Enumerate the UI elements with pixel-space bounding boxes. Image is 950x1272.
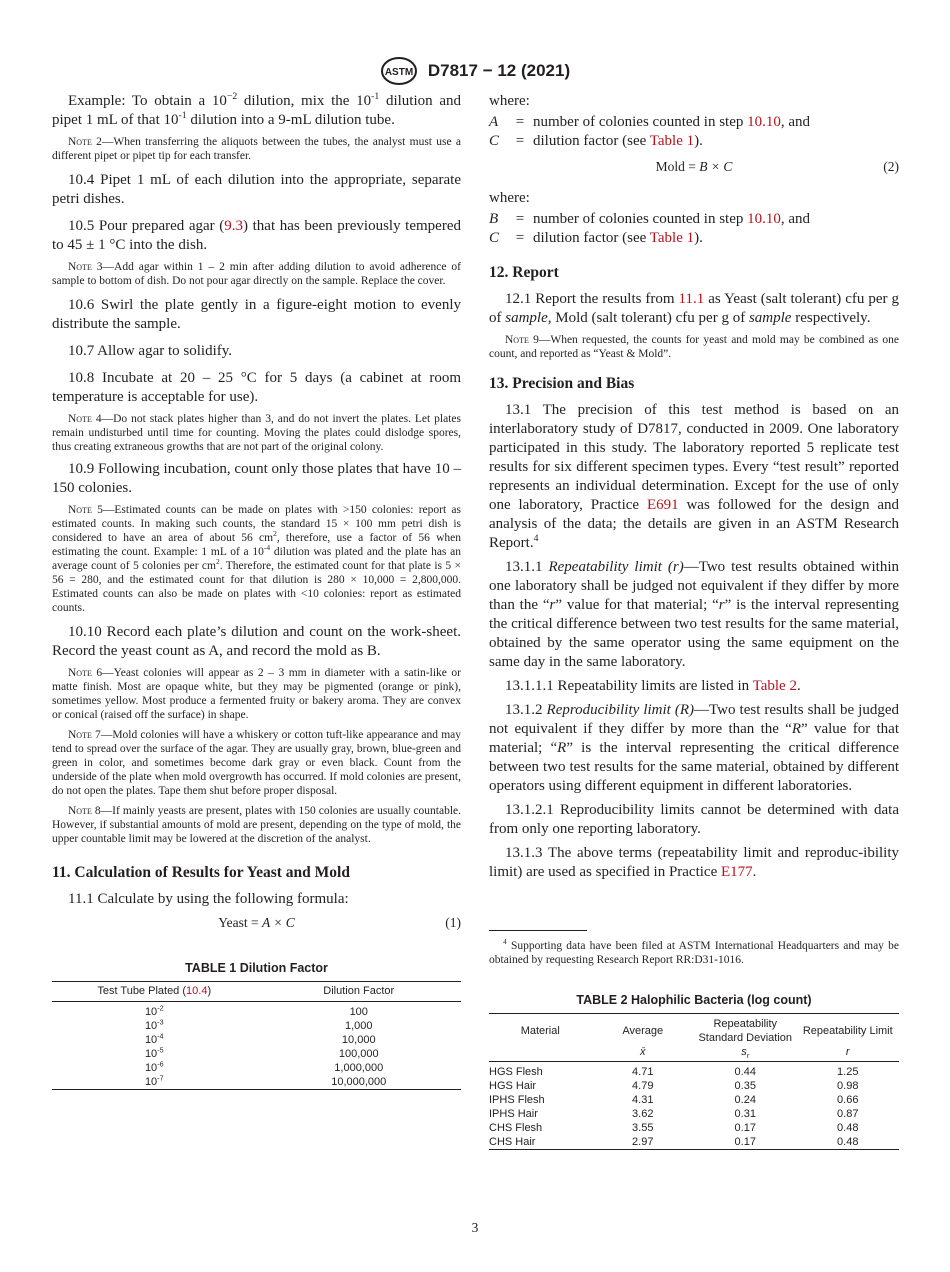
table-2-cell: 2.97: [632, 1136, 654, 1148]
table-row: [52, 1002, 461, 1020]
table-1-cell-tube: $10^{-4}$: [144, 1032, 164, 1046]
table-2-cell: 0.35: [734, 1080, 756, 1092]
table-1: [52, 961, 461, 1090]
ref-link-10-10[interactable]: 10.10: [747, 211, 781, 227]
where-label-2: where:: [489, 190, 530, 206]
table-2-cell: 4.31: [632, 1094, 654, 1106]
definition-b: B = number of colonies counted in step 10.10, and: [489, 211, 811, 227]
note-7: Note 7—Mold colonies will have a whiskery or cotton tuft-like appearance and may tend to spread over the surface of the agar. They are usually gray, brown, blue-green and green in color, and sometimes become dark gray or even black. Count from the underside of the plate when mold overgrowth has occurred. If mold colonies are present, do not open the plates. Tape them shut before proper disposal.: [52, 729, 462, 797]
section-10-6: 10.6 Swirl the plate gently in a figure-eight motion to evenly distribute the sample.: [52, 297, 461, 332]
section-10-5: 10.5 Pour prepared agar (9.3) that has been previously tempered to 45 ± 1 °C into the dish.: [52, 218, 461, 253]
ref-link-10-10[interactable]: 10.10: [747, 114, 781, 130]
table-1-grid: [52, 981, 461, 1090]
table-2-cell: 0.48: [837, 1122, 859, 1134]
table-2-cell: 0.17: [734, 1136, 756, 1148]
table-row: [52, 1019, 461, 1033]
section-13-1-2: 13.1.2 Reproducibility limit (R)—Two test results shall be judged not equivalent if they differ by more than the “R” value for that material; “R” is the interval representing the critical difference between two test results for the same material, obtained by different operators using different equipment in different laboratories.: [489, 702, 899, 794]
table-row: [489, 1107, 899, 1121]
ref-link-table-1[interactable]: Table 1: [649, 133, 695, 149]
table-1-cell-factor: 100: [349, 1006, 368, 1018]
table-1-cell-factor: 100,000: [338, 1048, 379, 1060]
section-12-1: 12.1 Report the results from 11.1 as Yeast (salt tolerant) cfu per g of sample, Mold (salt tolerant) cfu per g of sample respectively.: [489, 291, 899, 326]
table-row: [489, 1062, 899, 1080]
page-number: 3: [471, 1220, 479, 1235]
section-12-heading: 12. Report: [489, 264, 559, 281]
right-column: [489, 92, 899, 1150]
table-row: [489, 1093, 899, 1107]
table-2-cell: CHS Hair: [489, 1136, 536, 1148]
table-2-title: TABLE 2 Halophilic Bacteria (log count): [576, 993, 812, 1007]
table-2-cell: 1.25: [837, 1066, 859, 1078]
table-2-cell: 3.62: [632, 1108, 654, 1120]
ref-link-e691[interactable]: E691: [646, 497, 679, 513]
table-row: [489, 1121, 899, 1135]
table-1-cell-factor: 10,000: [341, 1034, 376, 1046]
definition-c-2: C = dilution factor (see Table 1).: [489, 230, 703, 246]
table-2-cell: HGS Flesh: [489, 1066, 543, 1078]
note-2: Note 2—When transferring the aliquots between the tubes, the analyst must use a different pipet or pipet tip for each transfer.: [52, 136, 461, 162]
table-2-cell: 0.44: [734, 1066, 756, 1078]
table-1-cell-factor: 1,000: [344, 1020, 373, 1032]
table-row: [52, 1061, 461, 1075]
ref-link-11-1[interactable]: 11.1: [678, 291, 705, 307]
table-2-header-average: Average: [622, 1025, 664, 1037]
table-1-cell-factor: 10,000,000: [331, 1076, 387, 1088]
footnote-divider: [489, 930, 587, 931]
note-9: Note 9—When requested, the counts for yeast and mold may be combined as one count, and reported as “Yeast & Mold”.: [489, 334, 899, 360]
table-1-cell-tube: $10^{-7}$: [144, 1074, 164, 1088]
section-13-1: 13.1 The precision of this test method is based on an interlaboratory study of D7817, conducted in 2009. One laboratory participated in this study. The laboratory reported 5 replicate test results for six different specimen types. Every “test result” reported represents an individual determination. Except for the use of only one laboratory, Practice E691 was followed for the design and analysis of the data; the details are given in an ASTM Research Report.$^4$: [489, 402, 899, 551]
section-11-1: 11.1 Calculate by using the following formula:: [68, 891, 349, 907]
section-10-9: 10.9 Following incubation, count only those plates that have 10 – 150 colonies.: [52, 461, 461, 496]
table-2-grid: [489, 1013, 899, 1150]
table-2-cell: IPHS Flesh: [489, 1094, 545, 1106]
section-11-heading: 11. Calculation of Results for Yeast and Mold: [52, 864, 350, 881]
section-13-1-2-1: 13.1.2.1 Reproducibility limits cannot be determined with data from only one reporting laboratory.: [489, 802, 899, 837]
table-1-cell-tube: $10^{-5}$: [144, 1046, 164, 1060]
table-2-symbol-xbar: x̄: [640, 1046, 646, 1058]
definition-c-1: C = dilution factor (see Table 1).: [489, 133, 703, 149]
table-row: [52, 1075, 461, 1090]
note-8: Note 8—If mainly yeasts are present, plates with 150 colonies are usually countable. However, if substantial amounts of mold are present, depending on the type of mold, the upper countable limit may be lowered at the discretion of the analyst.: [52, 805, 461, 845]
footnote-4: $^4$ Supporting data have been filed at ASTM International Headquarters and may be obtained by requesting Research Report RR:D31-1016.: [489, 937, 899, 966]
table-2-header-material: Material: [520, 1025, 560, 1037]
table-1-header-factor: Dilution Factor: [323, 985, 395, 997]
note-4: Note 4—Do not stack plates higher than 3, and do not invert the plates. Let plates remain undisturbed until time for counting. Moving the plates could dislodge spores, thus creating extraneous growths that are not part of the original colony.: [52, 413, 462, 453]
table-row: [489, 1135, 899, 1150]
table-1-cell-factor: 1,000,000: [334, 1062, 384, 1074]
table-1-cell-tube: $10^{-3}$: [144, 1018, 164, 1032]
table-row: [52, 1033, 461, 1047]
note-3: Note 3—Add agar within 1 – 2 min after adding dilution to avoid adherence of sample to bottom of dish. Do not pour agar directly on the sample. Replace the cover.: [52, 261, 461, 287]
table-2-cell: HGS Hair: [489, 1080, 537, 1092]
left-column: [52, 92, 461, 1090]
section-10-8: 10.8 Incubate at 20 – 25 °C for 5 days (a cabinet at room temperature is acceptable for use).: [52, 370, 461, 405]
table-2-cell: 0.87: [837, 1108, 859, 1120]
table-2-cell: 0.31: [734, 1108, 756, 1120]
table-2-cell: 4.79: [632, 1080, 654, 1092]
table-1-header-tube: Test Tube Plated (10.4): [97, 985, 212, 997]
formula-yeast: Yeast = A × C (1): [218, 915, 461, 930]
table-2-cell: IPHS Hair: [489, 1108, 538, 1120]
table-1-title: TABLE 1 Dilution Factor: [185, 961, 328, 975]
definition-a: A = number of colonies counted in step 10.10, and: [489, 114, 811, 130]
section-13-1-1-1: 13.1.1.1 Repeatability limits are listed in Table 2.: [505, 678, 801, 694]
table-2-cell: 0.17: [734, 1122, 756, 1134]
section-10-7: 10.7 Allow agar to solidify.: [68, 343, 233, 359]
table-1-cell-tube: $10^{-2}$: [144, 1004, 164, 1018]
ref-link-10-4[interactable]: 10.4: [186, 985, 208, 997]
table-2-symbol-r: r: [845, 1046, 850, 1058]
table-2-header-sd: Repeatability Standard Deviation: [698, 1018, 793, 1044]
ref-link-e177[interactable]: E177: [721, 864, 753, 880]
ref-link-table-1[interactable]: Table 1: [649, 230, 695, 246]
page-header: [0, 56, 950, 86]
table-2-header-limit: Repeatability Limit: [802, 1025, 893, 1037]
astm-logo-icon: [380, 56, 418, 86]
where-label-1: where:: [489, 93, 530, 109]
ref-link-table-2[interactable]: Table 2: [752, 678, 797, 694]
table-2-cell: 4.71: [632, 1066, 654, 1078]
table-row: [52, 1047, 461, 1061]
table-2: [489, 993, 899, 1150]
table-2-cell: 0.24: [734, 1094, 756, 1106]
svg-text:ASTM: ASTM: [384, 67, 414, 78]
note-6: Note 6—Yeast colonies will appear as 2 – 3 mm in diameter with a satin-like or matte finish. Most are opaque white, but they may be pigmented (orange or pink), sometimes yellow. Most produce a fermented fruity or bakery aroma. They are convex or conical (raised off the surface) in shape.: [52, 667, 461, 721]
document-id: D7817 − 12 (2021): [427, 61, 571, 80]
table-row: [489, 1079, 899, 1093]
table-2-cell: 0.98: [837, 1080, 859, 1092]
section-10-4: 10.4 Pipet 1 mL of each dilution into the appropriate, separate petri dishes.: [52, 172, 461, 207]
table-2-cell: 3.55: [632, 1122, 654, 1134]
table-1-cell-tube: $10^{-6}$: [144, 1060, 164, 1074]
example-paragraph: Example: To obtain a $10^{-2}$ dilution, mix the $10^{-1}$ dilution and pipet 1 mL of that $10^{-1}$ dilution into a 9-mL dilution tube.: [52, 91, 461, 128]
table-2-cell: CHS Flesh: [489, 1122, 543, 1134]
note-5: Note 5—Estimated counts can be made on plates with >150 colonies: report as estimated counts. In making such counts, the standard 15 × 100 mm petri dish is considered to have an area of about 56 $cm^2$, therefore, use a factor of 56 when estimating the count. Example: 1 mL of a $10^{-4}$ dilution was plated and the plate has an average count of 5 colonies per $cm^2$. Therefore, the estimated count for that plate is 5 × 56 = 280, and the estimated count for that dilution is 280 × 10,000 = 2,800,000. Estimated counts can also be made on plates with <10 colonies: report as estimated counts.: [52, 504, 462, 614]
ref-link-9-3[interactable]: 9.3: [224, 218, 244, 234]
table-2-cell: 0.66: [837, 1094, 859, 1106]
formula-mold: Mold = B × C (2): [655, 159, 899, 174]
section-13-1-3: 13.1.3 The above terms (repeatability limit and reproduc-ibility limit) are used as specified in Practice E177.: [489, 845, 899, 880]
section-13-heading: 13. Precision and Bias: [489, 375, 635, 392]
table-2-symbol-sr: $s_r$: [741, 1046, 750, 1061]
section-10-10: 10.10 Record each plate’s dilution and count on the work-sheet. Record the yeast count as A, and record the mold as B.: [52, 624, 461, 659]
section-13-1-1: 13.1.1 Repeatability limit (r)—Two test results obtained within one laboratory shall be judged not equivalent if they differ by more than the “r” value for that material; “r” is the interval representing the critical difference between two test results for the same material, obtained by the same operator using the same equipment on the same day in the same laboratory.: [489, 559, 900, 670]
table-2-cell: 0.48: [837, 1136, 859, 1148]
